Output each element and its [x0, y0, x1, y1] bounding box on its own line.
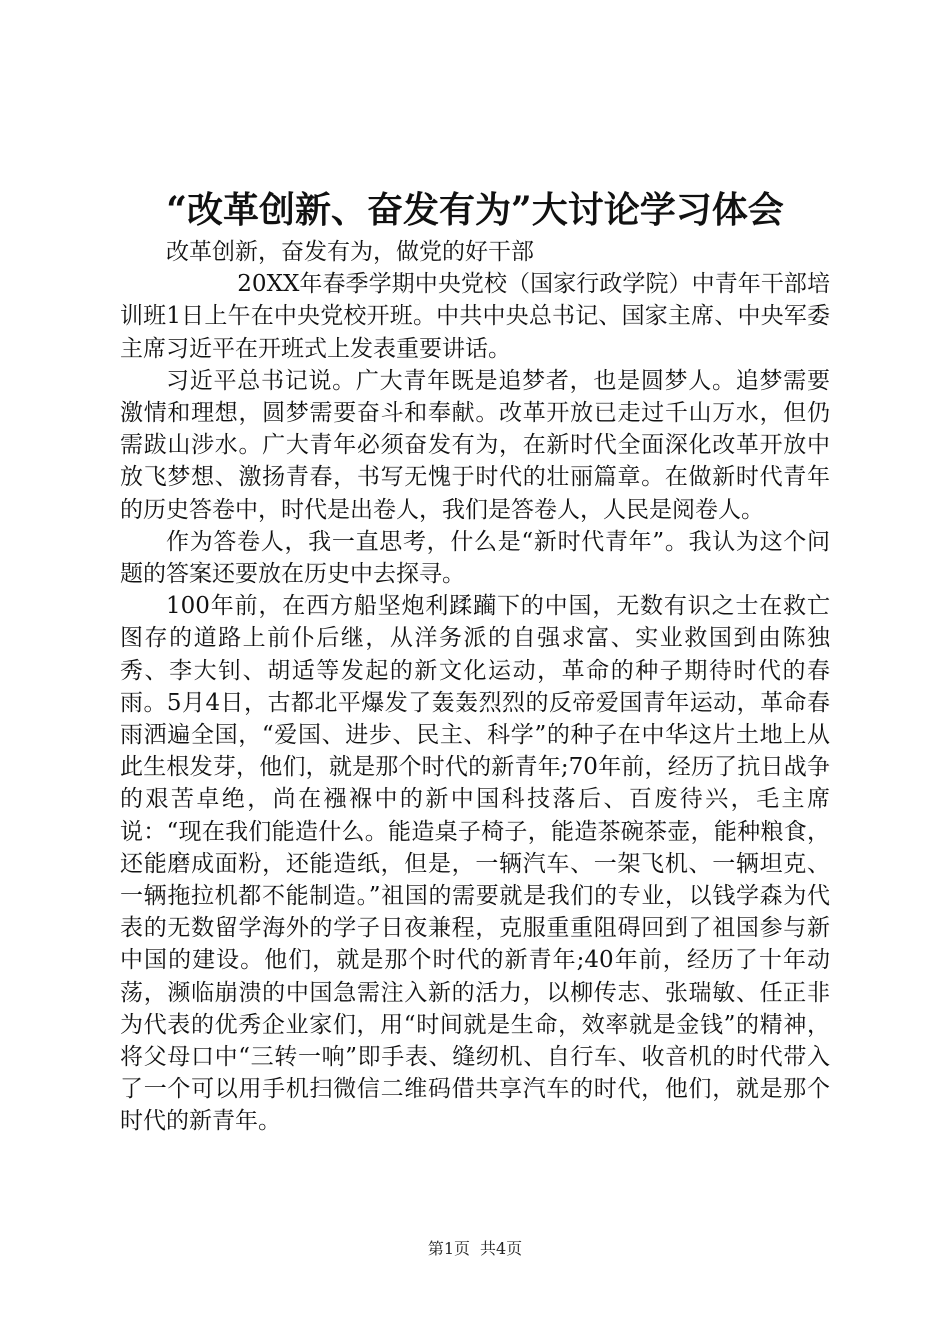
- page-total: 共4页: [480, 1239, 523, 1258]
- page-footer: [0, 1238, 950, 1260]
- paragraph: 习近平总书记说。广大青年既是追梦者，也是圆梦人。追梦需要激情和理想，圆梦需要奋斗和奉献。改革开放已走过千山万水，但仍需跋山涉水。广大青年必须奋发有为，在新时代全面深化改革开放中放飞梦想、激扬青春，书写无愧于时代的壮丽篇章。在做新时代青年的历史答卷中，时代是出卷人，我们是答卷人，人民是阅卷人。: [120, 367, 830, 523]
- document-body: [120, 236, 830, 1138]
- paragraph: 20XX年春季学期中央党校（国家行政学院）中青年干部培训班1日上午在中央党校开班。中共中央总书记、国家主席、中央军委主席习近平在开班式上发表重要讲话。: [120, 271, 830, 362]
- paragraph-subtitle: 改革创新，奋发有为，做党的好干部: [166, 239, 534, 265]
- document-title: “改革创新、奋发有为”大讨论学习体会: [166, 189, 784, 231]
- paragraph: 作为答卷人，我一直思考，什么是“新时代青年”。我认为这个问题的答案还要放在历史中去探寻。: [120, 528, 830, 588]
- paragraph: 100年前，在西方船坚炮利蹂躏下的中国，无数有识之士在救亡图存的道路上前仆后继，从洋务派的自强求富、实业救国到由陈独秀、李大钊、胡适等发起的新文化运动，革命的种子期待时代的春雨。5月4日，古都北平爆发了轰轰烈烈的反帝爱国青年运动，革命春雨洒遍全国，“爱国、进步、民主、科学”的种子在中华这片土地上从此生根发芽，他们，就是那个时代的新青年;70年前，经历了抗日战争的艰苦卓绝，尚在襁褓中的新中国科技落后、百废待兴，毛主席说：“现在我们能造什么。能造桌子椅子，能造茶碗茶壶，能种粮食，还能磨成面粉，还能造纸，但是，一辆汽车、一架飞机、一辆坦克、一辆拖拉机都不能制造。”祖国的需要就是我们的专业，以钱学森为代表的无数留学海外的学子日夜兼程，克服重重阻碍回到了祖国参与新中国的建设。他们，就是那个时代的新青年;40年前，经历了十年动荡，濒临崩溃的中国急需注入新的活力，以柳传志、张瑞敏、任正非为代表的优秀企业家们，用“时间就是生命，效率就是金钱”的精神，将父母口中“三转一响”即手表、缝纫机、自行车、收音机的时代带入了一个可以用手机扫微信二维码借共享汽车的时代，他们，就是那个时代的新青年。: [120, 593, 830, 1135]
- page-number: 第1页: [427, 1239, 470, 1258]
